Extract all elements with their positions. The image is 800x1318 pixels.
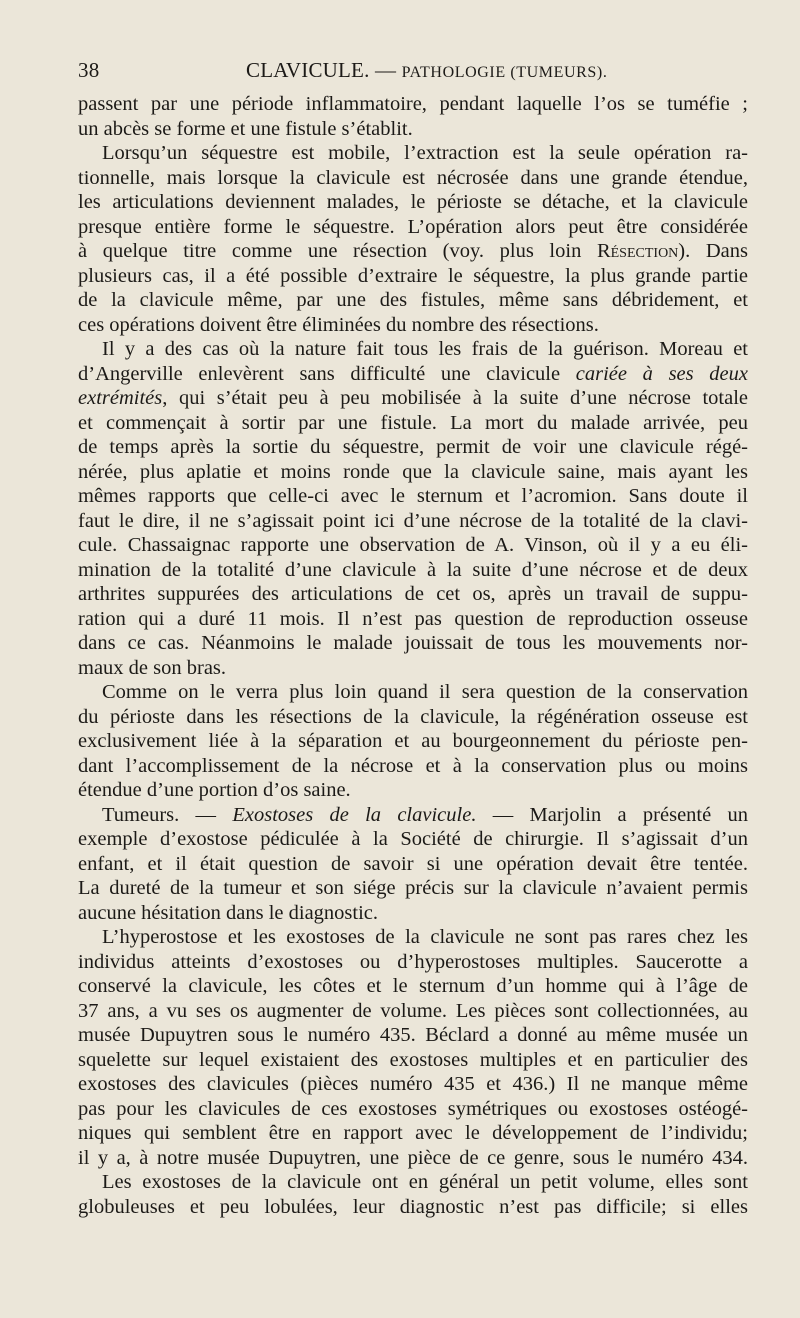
- text-line: extrémités, qui s’était peu à peu mobilisée à la suite d’une nécrose totale: [78, 387, 748, 409]
- text-line: un abcès se forme et une fistule s’établit.: [78, 117, 413, 140]
- section-heading-line: Tumeurs. — Exostoses de la clavicule. — Marjolin a présenté un: [102, 803, 748, 826]
- text-line: maux de son bras.: [78, 656, 227, 679]
- text-line: L’hyperostose et les exostoses de la clavicule ne sont pas rares chez les: [102, 926, 748, 948]
- running-title-separator: —: [374, 58, 397, 82]
- text-line: dant l’accomplissement de la nécrose et à la conservation plus ou moins: [78, 754, 748, 777]
- text-line: Les exostoses de la clavicule ont en général un petit volume, elles sont: [102, 1171, 748, 1193]
- text-line: mêmes rapports que celle-ci avec le sternum et l’acromion. Sans doute il: [78, 485, 748, 507]
- text-line: de la clavicule même, par une des fistules, même sans débridement, et: [78, 289, 748, 311]
- text-line: niques qui semblent être en rapport avec le développement de l’individu;: [78, 1122, 748, 1144]
- running-title-main: CLAVICULE.: [246, 58, 370, 82]
- text-line: à quelque titre comme une résection (voy. plus loin Résection). Dans: [78, 240, 748, 262]
- text-line: et commençait à sortir par une fistule. La mort du malade arrivée, peu: [78, 411, 748, 434]
- text-line: Lorsqu’un séquestre est mobile, l’extraction est la seule opération ra-: [102, 142, 748, 164]
- text-line: faut le dire, il ne s’agissait point ici d’une nécrose de la totalité de la clavi-: [78, 509, 748, 532]
- text-line: cule. Chassaignac rapporte une observation de A. Vinson, où il y a eu éli-: [78, 534, 748, 556]
- running-title-sub: PATHOLOGIE (TUMEURS).: [401, 64, 608, 81]
- text-line: les articulations deviennent malades, le périoste se détache, et la clavicule: [78, 191, 748, 213]
- text-line: La dureté de la tumeur et son siége précis sur la clavicule n’avaient permis: [78, 877, 748, 899]
- italic-cariee: cariée à ses deux: [575, 362, 748, 385]
- text-line: d’Angerville enlevèrent sans difficulté une clavicule cariée à ses deux: [78, 362, 748, 385]
- text-line: ration qui a duré 11 mois. Il n’est pas question de reproduction osseuse: [78, 607, 748, 630]
- italic-exostoses-title: Exostoses de la clavicule.: [232, 803, 477, 826]
- text-line: du périoste dans les résections de la clavicule, la régénération osseuse est: [78, 705, 748, 728]
- text-line: mination de la totalité d’une clavicule à la suite d’une nécrose et de deux: [78, 558, 748, 581]
- text-line: Comme on le verra plus loin quand il sera question de la conservation: [102, 681, 748, 703]
- text-line: 37 ans, a vu ses os augmenter de volume. Les pièces sont collectionnées, au: [78, 999, 748, 1022]
- body-text: [78, 92, 748, 1219]
- text-line: exclusivement liée à la séparation et au bourgeonnement du périoste pen-: [78, 730, 748, 752]
- text-line: individus atteints d’exostoses ou d’hyperostoses multiples. Saucerotte a: [78, 950, 748, 973]
- text-line: arthrites suppurées des articulations de cet os, après un travail de suppu-: [78, 583, 748, 605]
- text-line: étendue d’une portion d’os saine.: [78, 779, 351, 801]
- text-line: musée Dupuytren sous le numéro 435. Béclard a donné au même musée un: [78, 1024, 748, 1046]
- text-line: ces opérations doivent être éliminées du nombre des résections.: [78, 313, 599, 336]
- page-number: 38: [78, 58, 100, 82]
- text-line: aucune hésitation dans le diagnostic.: [78, 901, 379, 924]
- text-line: de temps après la sortie du séquestre, permit de voir une clavicule régé-: [78, 436, 748, 458]
- text-line: exemple d’exostose pédiculée à la Société de chirurgie. Il s’agissait d’un: [78, 828, 748, 850]
- small-caps-resection: Résection: [596, 240, 679, 262]
- running-title: [246, 58, 607, 83]
- text-line: presque entière forme le séquestre. L’opération alors peut être considérée: [78, 215, 748, 238]
- text-line: dans ce cas. Néanmoins le malade jouissait de tous les mouvements nor-: [78, 632, 748, 654]
- text-line: il y a, à notre musée Dupuytren, une pièce de ce genre, sous le numéro 434.: [78, 1146, 748, 1169]
- text-line: conservé la clavicule, les côtes et le sternum d’un homme qui à l’âge de: [78, 975, 748, 997]
- text-line: Il y a des cas où la nature fait tous les frais de la guérison. Moreau et: [102, 338, 748, 360]
- text-line: exostoses des clavicules (pièces numéro 435 et 436.) Il ne manque même: [78, 1073, 748, 1095]
- text-line: globuleuses et peu lobulées, leur diagnostic n’est pas difficile; si elles: [78, 1195, 748, 1218]
- text-line: enfant, et il était question de savoir si une opération devait être tentée.: [78, 852, 748, 875]
- text-line: plusieurs cas, il a été possible d’extraire le séquestre, la plus grande partie: [78, 264, 748, 287]
- text-line: nérée, plus aplatie et moins ronde que la clavicule saine, mais ayant les: [78, 460, 748, 483]
- italic-extremites: extrémités: [78, 387, 163, 409]
- text-line: pas pour les clavicules de ces exostoses symétriques ou exostoses ostéogé-: [78, 1097, 748, 1120]
- text-line: squelette sur lequel existaient des exostoses multiples et en particulier des: [78, 1048, 748, 1071]
- text-line: passent par une période inflammatoire, pendant laquelle l’os se tuméfie ;: [78, 93, 748, 115]
- page-header: [78, 58, 748, 88]
- text-line: tionnelle, mais lorsque la clavicule est nécrosée dans une grande étendue,: [78, 166, 748, 189]
